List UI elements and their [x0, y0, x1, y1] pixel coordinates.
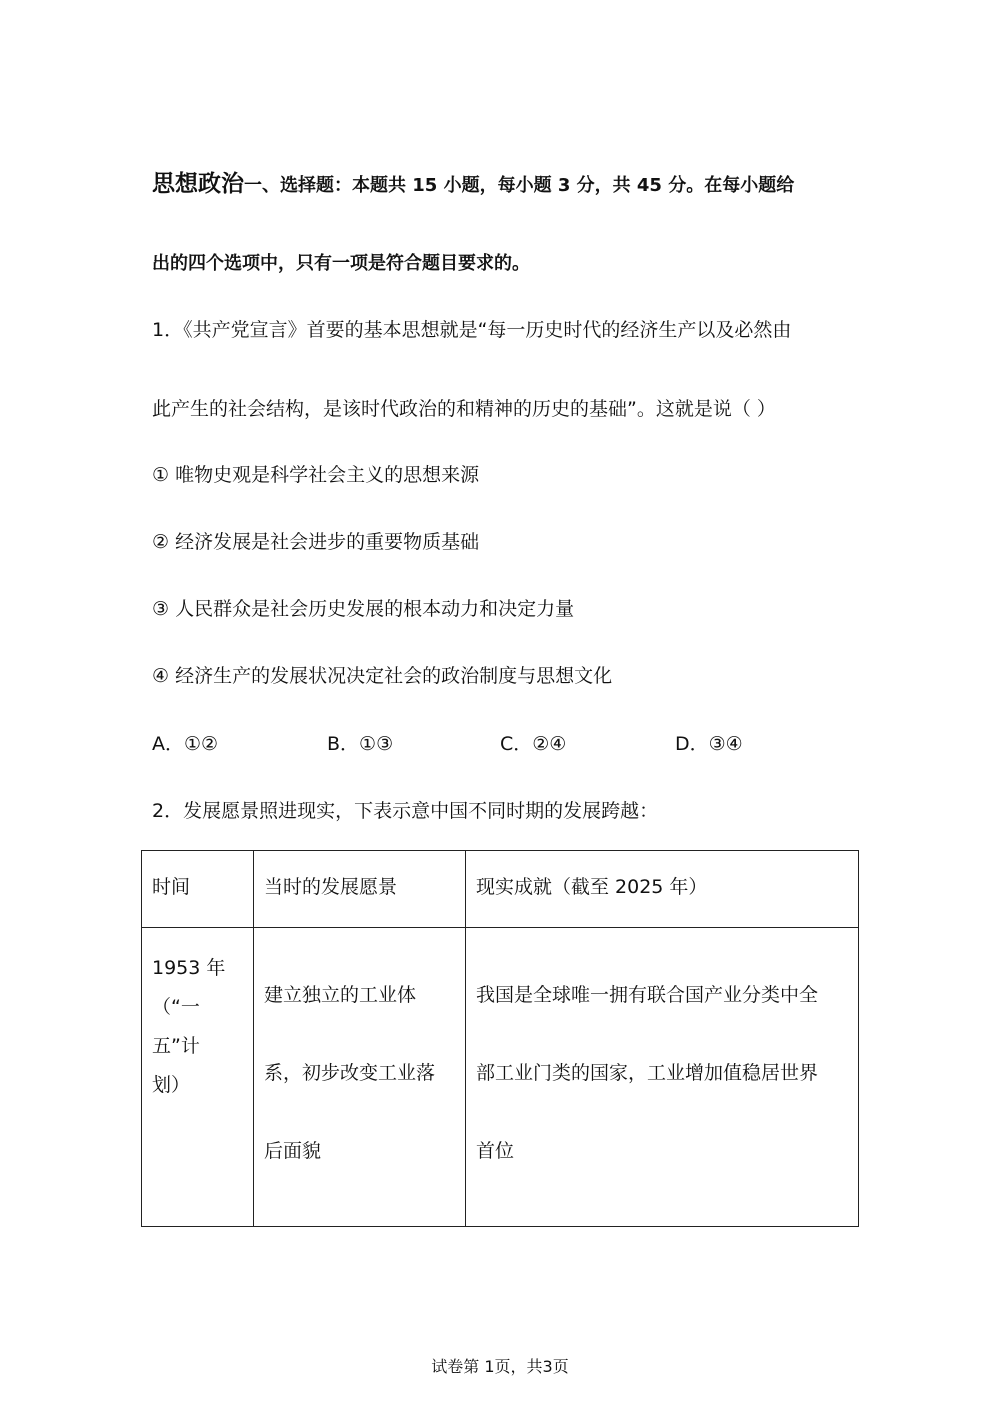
table-cell-vision	[264, 981, 454, 1215]
section-title-text: 一、选择题：本题共 15 小题，每小题 3 分，共 45 分。在每小题给	[244, 175, 795, 196]
table-cell-line: 划）	[152, 1074, 191, 1096]
table-divider	[253, 851, 254, 1226]
section-title-line2: 出的四个选项中，只有一项是符合题目要求的。	[152, 253, 530, 274]
question1-statement-4: ④ 经济生产的发展状况决定社会的政治制度与思想文化	[152, 665, 613, 687]
table-cell-achievement	[476, 981, 851, 1215]
section-title-line1	[152, 170, 794, 200]
choice-b[interactable]: B．①③	[327, 733, 394, 755]
question1-stem-line2: 此产生的社会结构，是该时代政治的和精神的历史的基础”。这就是说（ ）	[152, 398, 776, 420]
table-divider	[465, 851, 466, 1226]
table-cell-line: 五”计	[152, 1035, 200, 1057]
table-header-achievement: 现实成就（截至 2025 年）	[476, 876, 708, 898]
table-cell-time	[152, 949, 247, 1105]
development-table	[141, 850, 859, 1227]
table-cell-line: （“一	[152, 996, 200, 1018]
table-divider	[142, 927, 858, 928]
table-cell-line: 首位	[476, 1140, 515, 1162]
table-cell-line: 系，初步改变工业落	[264, 1062, 436, 1084]
question1-statement-2: ② 经济发展是社会进步的重要物质基础	[152, 531, 480, 553]
table-cell-line: 后面貌	[264, 1140, 322, 1162]
table-cell-line: 部工业门类的国家，工业增加值稳居世界	[476, 1062, 819, 1084]
table-cell-line: 我国是全球唯一拥有联合国产业分类中全	[476, 984, 819, 1006]
question1-statement-3: ③ 人民群众是社会历史发展的根本动力和决定力量	[152, 598, 575, 620]
table-header-time: 时间	[152, 876, 191, 898]
table-cell-line: 建立独立的工业体	[264, 984, 417, 1006]
question2-stem: 2．发展愿景照进现实，下表示意中国不同时期的发展跨越：	[152, 800, 659, 822]
choice-c[interactable]: C．②④	[500, 733, 567, 755]
choice-d[interactable]: D．③④	[675, 733, 743, 755]
question1-stem-line1: 1．《共产党宣言》首要的基本思想就是“每一历史时代的经济生产以及必然由	[152, 319, 792, 341]
page-footer: 试卷第 1页，共3页	[431, 1357, 569, 1376]
choice-a[interactable]: A．①②	[152, 733, 219, 755]
subject-title: 思想政治	[152, 171, 244, 197]
table-cell-line: 1953 年	[152, 957, 226, 979]
question1-statement-1: ① 唯物史观是科学社会主义的思想来源	[152, 464, 480, 486]
table-header-vision: 当时的发展愿景	[264, 876, 398, 898]
question1-choices	[152, 730, 852, 758]
